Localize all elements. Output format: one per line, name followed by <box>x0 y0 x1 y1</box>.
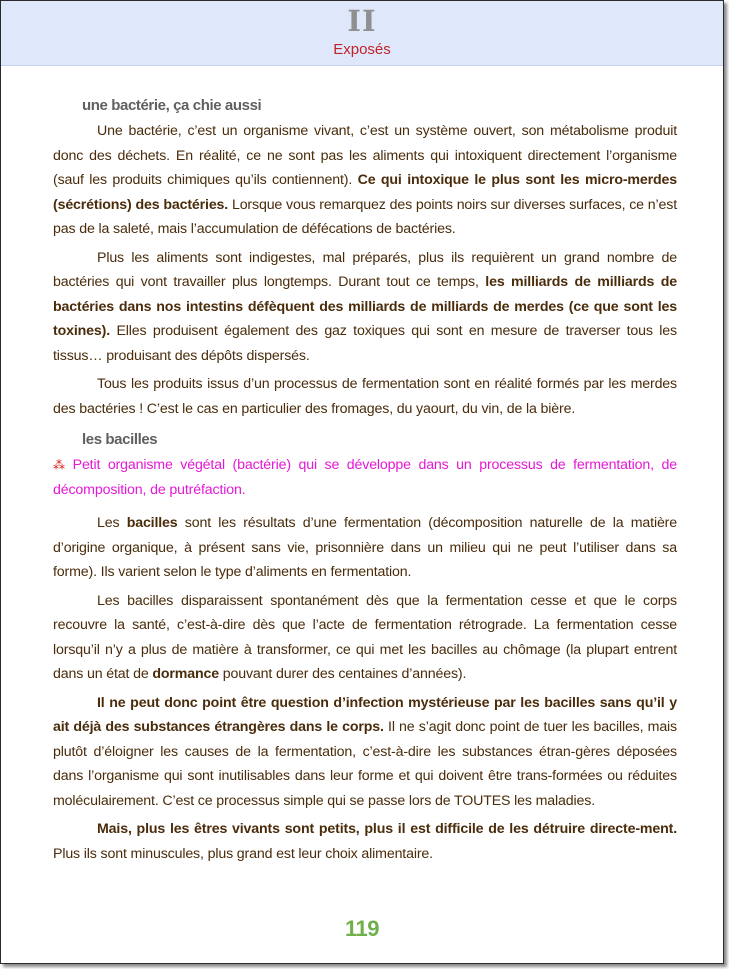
paragraph <box>53 119 677 242</box>
bold-text-run: dormance <box>152 666 219 682</box>
chapter-header <box>1 1 723 66</box>
page-body <box>53 93 677 870</box>
asterism-icon: ⁂ <box>53 458 69 472</box>
text-run: Plus les aliments sont indigestes, mal préparés, plus ils requièrent un grand nombre de bactéries qui vont travailler plus longtemps. Durant tout ce temps, <box>53 249 677 290</box>
section-heading-bacterie: une bactérie, ça chie aussi <box>82 97 262 114</box>
paragraph <box>53 511 677 585</box>
paragraph <box>53 691 677 814</box>
paragraph <box>53 246 677 369</box>
chapter-title: Exposés <box>333 41 391 58</box>
text-run: Plus ils sont minuscules, plus grand est leur choix alimentaire. <box>53 845 433 862</box>
text-run: Elles produisent également des gaz toxiques qui sont en mesure de traverser tous les tissus… produisant des dépôts dispersés. <box>53 323 677 364</box>
bold-text-run: Il ne peut donc point être question d’infection mystérieuse par les bacilles sans qu’il y ait déjà des substances étrangères dans le corps. <box>53 694 677 735</box>
bold-text-run: les milliards de milliards de bactéries dans nos intestins défèquent des milliards de milliards de merdes (ce que sont les toxines). <box>53 274 677 339</box>
text-run: Lorsque vous remarquez des points noirs sur diverses surfaces, ce n’est pas de la saleté, mais l’accumulation de défécations de bactéries. <box>53 196 677 237</box>
paragraph <box>53 817 677 866</box>
section-heading-bacilles: les bacilles <box>82 431 158 448</box>
text-run: Les <box>97 515 127 531</box>
paragraph <box>53 589 677 687</box>
bold-text-run: bacilles <box>126 515 178 531</box>
bold-text-run: Ce qui intoxique le plus sont les micro-merdes (sécrétions) des bactéries. <box>53 172 677 213</box>
text-run: pouvant durer des centaines d’années). <box>218 666 467 682</box>
bold-text-run: Mais, plus les êtres vivants sont petits, plus il est difficile de les détruire directe-ment. <box>97 821 677 837</box>
chapter-number: II <box>347 4 377 38</box>
text-run: Une bactérie, c’est un organisme vivant, c’est un système ouvert, son métabolisme produit donc des déchets. En réalité, ce ne sont pas les aliments qui intoxiquent directement l’organisme (sauf les produits chimiques qu’ils contiennent). <box>53 123 677 188</box>
paragraph: Tous les produits issus d’un processus de fermentation sont en réalité formés par les merdes des bactéries ! C’est le cas en particulier des fromages, du yaourt, du vin, de la bière. <box>53 376 677 417</box>
text-run: sont les résultats d’une fermentation (décomposition naturelle de la matière d’origine organique, à présent sans vie, prisonnière dans un milieu qui ne peut l’utiliser dans sa forme). Ils varient selon le type d’aliments en fermentation. <box>53 515 677 580</box>
page-number: 119 <box>345 916 379 941</box>
text-run: Les bacilles disparaissent spontanément dès que la fermentation cesse et que le corps recouvre la santé, c’est-à-dire dès que l’acte de fermentation rétrograde. La fermentation cesse lorsqu’il n’y a plus de matière à transformer, ce qui met les bacilles au chômage (la plupart entrent dans un état de <box>53 592 677 682</box>
definition-text: Petit organisme végétal (bactérie) qui se développe dans un processus de fermentation, de décomposition, de putréfaction. <box>53 457 677 498</box>
definition-note <box>53 453 677 502</box>
text-run: Il ne s’agit donc point de tuer les bacilles, mais plutôt d’éloigner les causes de la fermentation, c’est-à-dire les substances étran-gères déposées dans l’organisme qui sont inutilisables dans leur forme et qui doivent être trans-formées ou réduites moléculairement. C’est ce processus simple qui se passe lors de TOUTES les maladies. <box>53 719 678 809</box>
